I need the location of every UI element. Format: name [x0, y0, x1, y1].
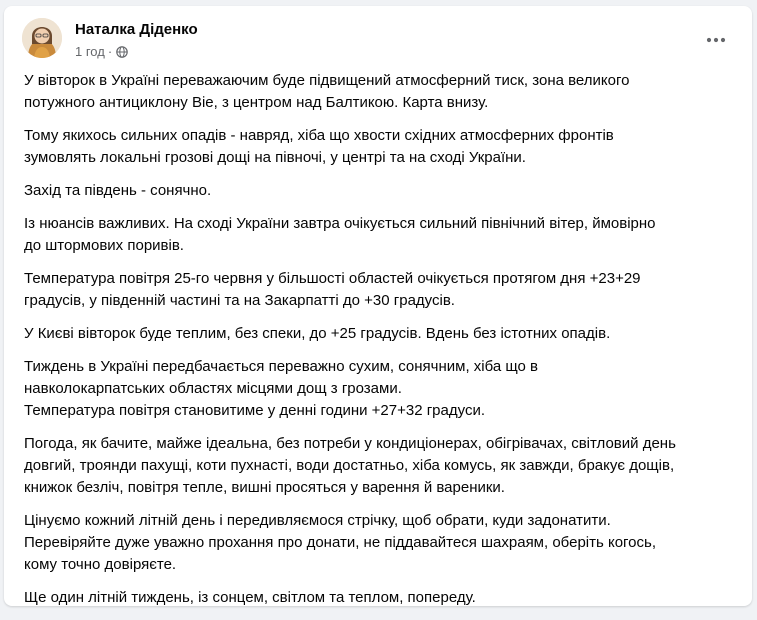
- post-text-line: Із нюансів важливих. На сході України завтра очікується сильний північний вітер, ймовірно: [24, 215, 656, 232]
- meta-separator: ·: [107, 43, 113, 59]
- post-text-line: Температура повітря становитиме у денні години +27+32 градуси.: [24, 402, 485, 419]
- post-paragraph: [24, 510, 736, 576]
- post-text-line: Температура повітря 25-го червня у більшості областей очікується протягом дня +23+29: [24, 270, 641, 287]
- post-timestamp[interactable]: 1 год: [75, 43, 105, 59]
- post-text-line: Погода, як бачите, майже ідеальна, без потреби у кондиціонерах, обігрівачах, світловий день: [24, 435, 676, 452]
- author-avatar[interactable]: [22, 18, 62, 58]
- post-meta: [75, 42, 128, 60]
- post-text-line: Захід та південь - сонячно.: [24, 182, 212, 199]
- post-paragraph: [24, 213, 736, 257]
- post-text-line: У Києві вівторок буде теплим, без спеки, до +25 градусів. Вдень без істотних опадів.: [24, 325, 611, 342]
- post-header: [20, 18, 736, 62]
- post-text-line: до штормових поривів.: [24, 237, 184, 254]
- post-paragraph: [24, 433, 736, 499]
- post-paragraph: [24, 356, 736, 422]
- more-options-button[interactable]: [698, 22, 734, 58]
- post-paragraph: [24, 268, 736, 312]
- more-options-icon: [706, 37, 726, 43]
- post-text-line: кому точно довіряєте.: [24, 556, 177, 573]
- post-paragraph: [24, 587, 736, 609]
- avatar-image: [22, 18, 62, 58]
- post-text-line: Ще один літній тиждень, із сонцем, світлом та теплом, попереду.: [24, 589, 476, 606]
- author-name[interactable]: Наталка Діденко: [75, 21, 198, 38]
- post-paragraph: [24, 180, 736, 202]
- post-card: [4, 6, 752, 606]
- post-text-line: Тому якихось сильних опадів - навряд, хіба що хвости східних атмосферних фронтів: [24, 127, 614, 144]
- post-text-line: потужного антициклону Віе, з центром над Балтикою. Карта внизу.: [24, 94, 489, 111]
- post-text-line: Цінуємо кожний літній день і передивляємося стрічку, щоб обрати, куди задонатити.: [24, 512, 611, 529]
- globe-icon: [116, 45, 128, 57]
- post-text-line: зумовлять локальні грозові дощі на півночі, у центрі та на сході України.: [24, 149, 526, 166]
- post-text-line: навколокарпатських областях місцями дощ з грозами.: [24, 380, 402, 397]
- post-text-line: Тиждень в Україні передбачається переважно сухим, сонячним, хіба що в: [24, 358, 539, 375]
- post-body: [24, 70, 736, 620]
- post-text-line: градусів, у південній частині та на Закарпатті до +30 градусів.: [24, 292, 455, 309]
- post-paragraph: [24, 125, 736, 169]
- post-text-line: У вівторок в Україні переважаючим буде підвищений атмосферний тиск, зона великого: [24, 72, 630, 89]
- post-text-line: Перевіряйте дуже уважно прохання про донати, не піддавайтеся шахраям, оберіть когось,: [24, 534, 657, 551]
- post-paragraph: [24, 323, 736, 345]
- post-text-line: довгий, троянди пахущі, коти пухнасті, води достатньо, хіба комусь, як завжди, бракує дощів,: [24, 457, 675, 474]
- post-text-line: книжок безліч, повітря тепле, вишні просяться у варення й вареники.: [24, 479, 505, 496]
- post-paragraph: [24, 70, 736, 114]
